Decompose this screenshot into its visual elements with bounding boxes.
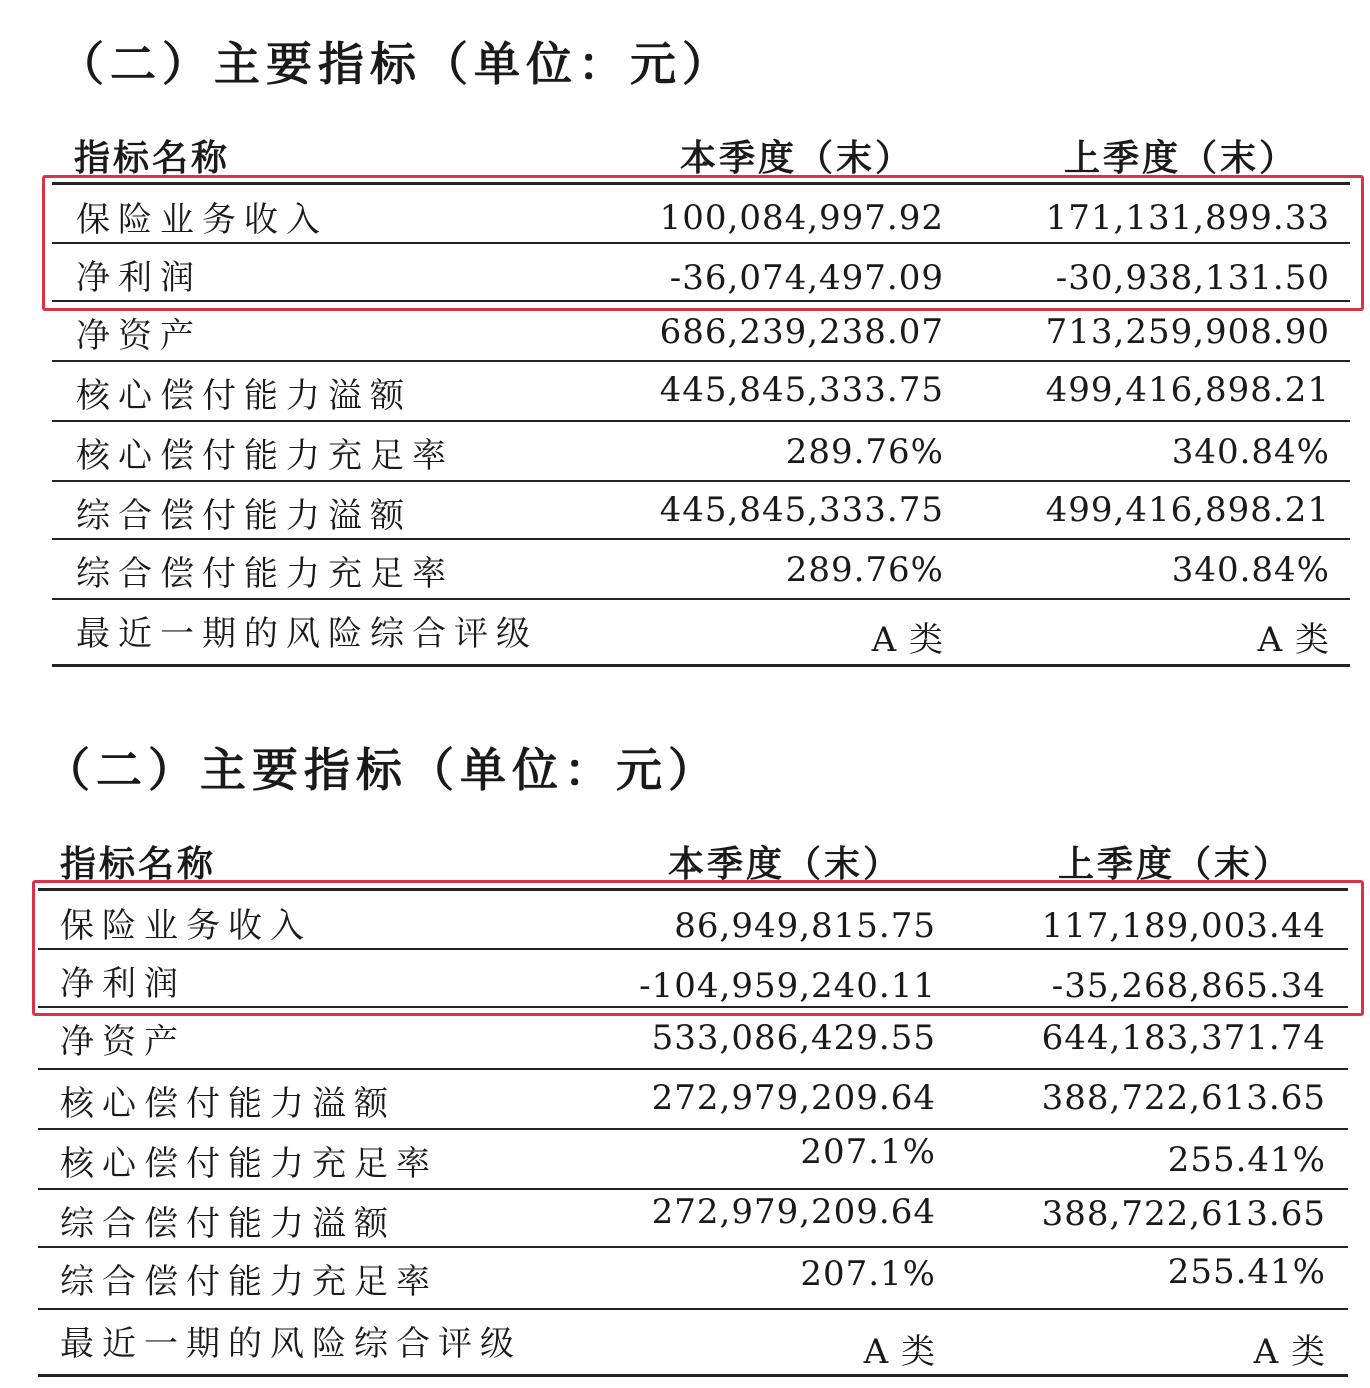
current-value: 445,845,333.75	[659, 490, 944, 530]
previous-value: 388,722,613.65	[1041, 1078, 1326, 1118]
current-value: 445,845,333.75	[659, 370, 944, 410]
header-indicator-name: 指标名称	[60, 843, 217, 885]
row-label: 净资产	[60, 1022, 186, 1062]
previous-value: 255.41%	[1167, 1140, 1326, 1180]
section-title: （二）主要指标（单位：元）	[58, 37, 734, 91]
current-value: 272,979,209.64	[651, 1192, 936, 1232]
header-previous-quarter: 上季度（末）	[1058, 843, 1293, 885]
current-value: 686,239,238.07	[659, 312, 944, 352]
table-rule	[52, 538, 1350, 540]
previous-value: 644,183,371.74	[1041, 1018, 1326, 1058]
row-label: 核心偿付能力溢额	[60, 1084, 396, 1124]
row-label: 核心偿付能力充足率	[60, 1144, 438, 1184]
highlight-box	[32, 880, 1364, 1016]
row-label: 最近一期的风险综合评级	[60, 1324, 522, 1364]
current-value: -36,074,497.09	[669, 258, 944, 298]
table-rule	[52, 480, 1350, 482]
previous-value: 340.84%	[1171, 550, 1330, 590]
row-label: 净利润	[60, 964, 186, 1004]
table-rule	[52, 664, 1350, 667]
previous-value: 117,189,003.44	[1041, 906, 1326, 946]
table-rule	[38, 1188, 1348, 1190]
current-value: 533,086,429.55	[651, 1018, 936, 1058]
table-row	[0, 484, 1370, 544]
table-row	[0, 1192, 1370, 1252]
table-row	[0, 1250, 1370, 1310]
previous-value: 340.84%	[1171, 432, 1330, 472]
row-label: 综合偿付能力充足率	[60, 1262, 438, 1302]
table-row	[0, 1312, 1370, 1372]
table-rule	[52, 360, 1350, 362]
row-label: 保险业务收入	[76, 200, 328, 240]
table-rule	[38, 1068, 1348, 1070]
highlight-box	[42, 175, 1364, 311]
table-rule	[52, 420, 1350, 422]
row-label: 核心偿付能力溢额	[76, 376, 412, 416]
section-title: （二）主要指标（单位：元）	[44, 743, 720, 797]
table-row	[0, 1072, 1370, 1132]
current-value: 289.76%	[785, 432, 944, 472]
table-rule	[38, 1308, 1348, 1310]
row-label: 核心偿付能力充足率	[76, 436, 454, 476]
row-label: 保险业务收入	[60, 906, 312, 946]
previous-value: 499,416,898.21	[1045, 370, 1330, 410]
table-row	[0, 304, 1370, 364]
table-rule	[38, 1374, 1348, 1377]
current-value: A 类	[863, 1332, 936, 1372]
current-value: 272,979,209.64	[651, 1078, 936, 1118]
current-value: 86,949,815.75	[674, 906, 936, 946]
row-label: 净资产	[76, 316, 202, 356]
previous-value: 499,416,898.21	[1045, 490, 1330, 530]
table-row	[0, 542, 1370, 602]
row-label: 综合偿付能力溢额	[76, 496, 412, 536]
previous-value: A 类	[1257, 620, 1330, 660]
header-indicator-name: 指标名称	[74, 137, 231, 179]
row-label: 净利润	[76, 258, 202, 298]
previous-value: A 类	[1253, 1332, 1326, 1372]
header-current-quarter: 本季度（末）	[668, 843, 903, 885]
table-rule	[38, 1246, 1348, 1248]
table-rule	[52, 598, 1350, 600]
previous-value: 713,259,908.90	[1045, 312, 1330, 352]
current-value: 207.1%	[800, 1254, 936, 1294]
current-value: 100,084,997.92	[659, 198, 944, 238]
header-current-quarter: 本季度（末）	[680, 137, 915, 179]
previous-value: 255.41%	[1167, 1252, 1326, 1292]
table-row	[0, 424, 1370, 484]
row-label: 综合偿付能力充足率	[76, 554, 454, 594]
previous-value: -35,268,865.34	[1051, 966, 1326, 1006]
previous-value: 171,131,899.33	[1045, 198, 1330, 238]
current-value: 207.1%	[800, 1132, 936, 1172]
row-label: 最近一期的风险综合评级	[76, 614, 538, 654]
table-row	[0, 364, 1370, 424]
current-value: -104,959,240.11	[639, 966, 936, 1006]
row-label: 综合偿付能力溢额	[60, 1204, 396, 1244]
table-rule	[38, 1128, 1348, 1130]
table-row	[0, 602, 1370, 662]
previous-value: 388,722,613.65	[1041, 1194, 1326, 1234]
header-previous-quarter: 上季度（末）	[1064, 137, 1299, 179]
previous-value: -30,938,131.50	[1055, 258, 1330, 298]
table-row	[0, 1132, 1370, 1192]
table-row	[0, 1010, 1370, 1070]
current-value: 289.76%	[785, 550, 944, 590]
current-value: A 类	[871, 620, 944, 660]
